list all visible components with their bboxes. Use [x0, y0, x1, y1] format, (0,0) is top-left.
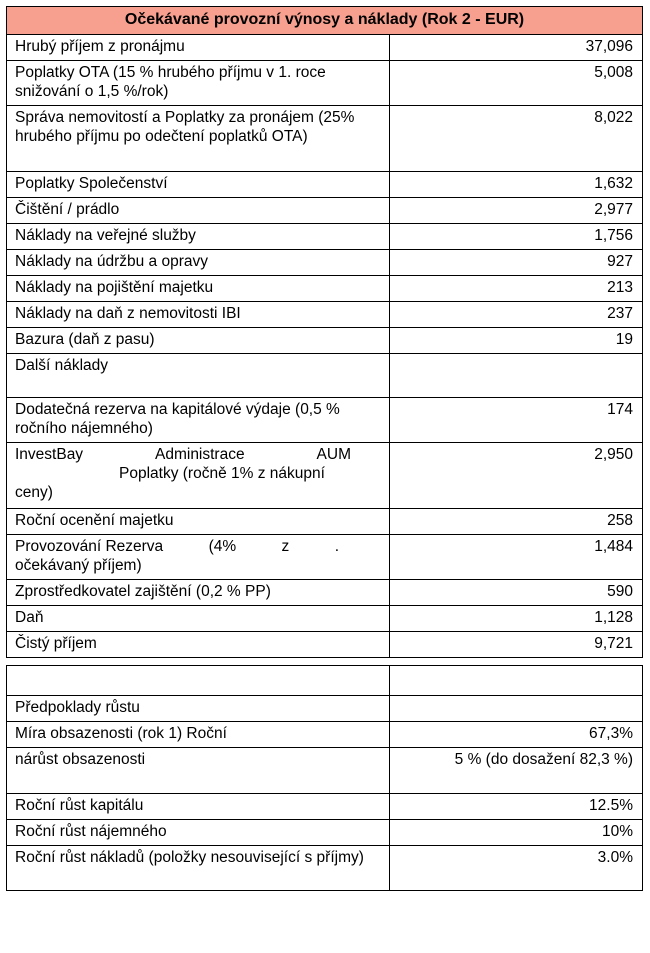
row-value: 174: [390, 398, 643, 443]
occupancy-value-1: 67,3%: [390, 722, 643, 748]
row-label: Roční růst nákladů (položky nesouvisející s příjmy): [7, 846, 390, 891]
occupancy-value-2: 5 % (do dosažení 82,3 %): [390, 748, 643, 794]
row-label: Zprostředkovatel zajištění (0,2 % PP): [7, 580, 390, 606]
table-row: [7, 632, 643, 658]
row-value: 1,484: [390, 535, 643, 580]
row-value: 213: [390, 276, 643, 302]
row-label: Náklady na veřejné služby: [7, 224, 390, 250]
table-row: [7, 846, 643, 891]
label-word: Provozování Rezerva: [15, 538, 164, 555]
label-word: Administrace: [155, 446, 245, 463]
label-line: ceny): [15, 484, 53, 501]
row-value: 590: [390, 580, 643, 606]
row-value: 12.5%: [390, 794, 643, 820]
row-value: 927: [390, 250, 643, 276]
expenses-table: [6, 6, 643, 891]
label-word: .: [334, 538, 339, 555]
table-row: [7, 398, 643, 443]
row-label: Čištění / prádlo: [7, 198, 390, 224]
row-label: Roční růst nájemného: [7, 820, 390, 846]
row-value: 258: [390, 509, 643, 535]
table-row: [7, 35, 643, 61]
table-row: [7, 276, 643, 302]
table-row: [7, 509, 643, 535]
label-word: (4%: [208, 538, 237, 555]
table-title-row: [7, 7, 643, 35]
row-label: Hrubý příjem z pronájmu: [7, 35, 390, 61]
row-value: 5,008: [390, 61, 643, 106]
label-word: InvestBay: [15, 446, 84, 463]
row-value: 10%: [390, 820, 643, 846]
table-row: [7, 535, 643, 580]
row-label: [7, 535, 390, 580]
row-label: Správa nemovitostí a Poplatky za pronájem (25% hrubého příjmu po odečtení poplatků OTA): [7, 106, 390, 172]
table-row: [7, 328, 643, 354]
row-value: 1,632: [390, 172, 643, 198]
table-row: [7, 794, 643, 820]
row-value: 8,022: [390, 106, 643, 172]
row-value: 37,096: [390, 35, 643, 61]
row-label: Roční ocenění majetku: [7, 509, 390, 535]
table-row: [7, 61, 643, 106]
row-label: [7, 443, 390, 509]
label-word: AUM: [316, 446, 351, 463]
table-row: [7, 250, 643, 276]
table-row: [7, 302, 643, 328]
table-row: [7, 106, 643, 172]
row-value: 237: [390, 302, 643, 328]
growth-header: Předpoklady růstu: [7, 696, 390, 722]
row-value: 1,128: [390, 606, 643, 632]
row-label: Náklady na daň z nemovitosti IBI: [7, 302, 390, 328]
row-label: Čistý příjem: [7, 632, 390, 658]
table-title: Očekávané provozní výnosy a náklady (Rok 2 - EUR): [7, 7, 643, 35]
row-label: Roční růst kapitálu: [7, 794, 390, 820]
table-row: [7, 443, 643, 509]
row-value: 19: [390, 328, 643, 354]
row-label: Poplatky Společenství: [7, 172, 390, 198]
label-line: Poplatky (ročně 1% z nákupní: [119, 465, 325, 482]
label-word: z: [281, 538, 290, 555]
table-row: [7, 606, 643, 632]
label-line: očekávaný příjem): [15, 557, 142, 574]
row-label: Bazura (daň z pasu): [7, 328, 390, 354]
row-label: Daň: [7, 606, 390, 632]
empty-row: [7, 666, 643, 696]
row-label: Další náklady: [7, 354, 390, 398]
occupancy-row: [7, 722, 643, 748]
row-value: 1,756: [390, 224, 643, 250]
row-value: [390, 354, 643, 398]
occupancy-label-1: Míra obsazenosti (rok 1) Roční: [7, 722, 390, 748]
row-label: Náklady na pojištění majetku: [7, 276, 390, 302]
row-value: 2,977: [390, 198, 643, 224]
row-label: Poplatky OTA (15 % hrubého příjmu v 1. roce snižování o 1,5 %/rok): [7, 61, 390, 106]
row-value: 2,950: [390, 443, 643, 509]
table-row: [7, 820, 643, 846]
table-row: [7, 580, 643, 606]
occupancy-label-2: nárůst obsazenosti: [7, 748, 390, 794]
table-row: [7, 172, 643, 198]
occupancy-growth-row: [7, 748, 643, 794]
row-value: 9,721: [390, 632, 643, 658]
table-row: [7, 198, 643, 224]
row-label: Náklady na údržbu a opravy: [7, 250, 390, 276]
table-row: [7, 354, 643, 398]
growth-header-row: [7, 696, 643, 722]
table-row: [7, 224, 643, 250]
row-value: 3.0%: [390, 846, 643, 891]
row-label: Dodatečná rezerva na kapitálové výdaje (0,5 % ročního nájemného): [7, 398, 390, 443]
spacer-row: [7, 658, 643, 666]
